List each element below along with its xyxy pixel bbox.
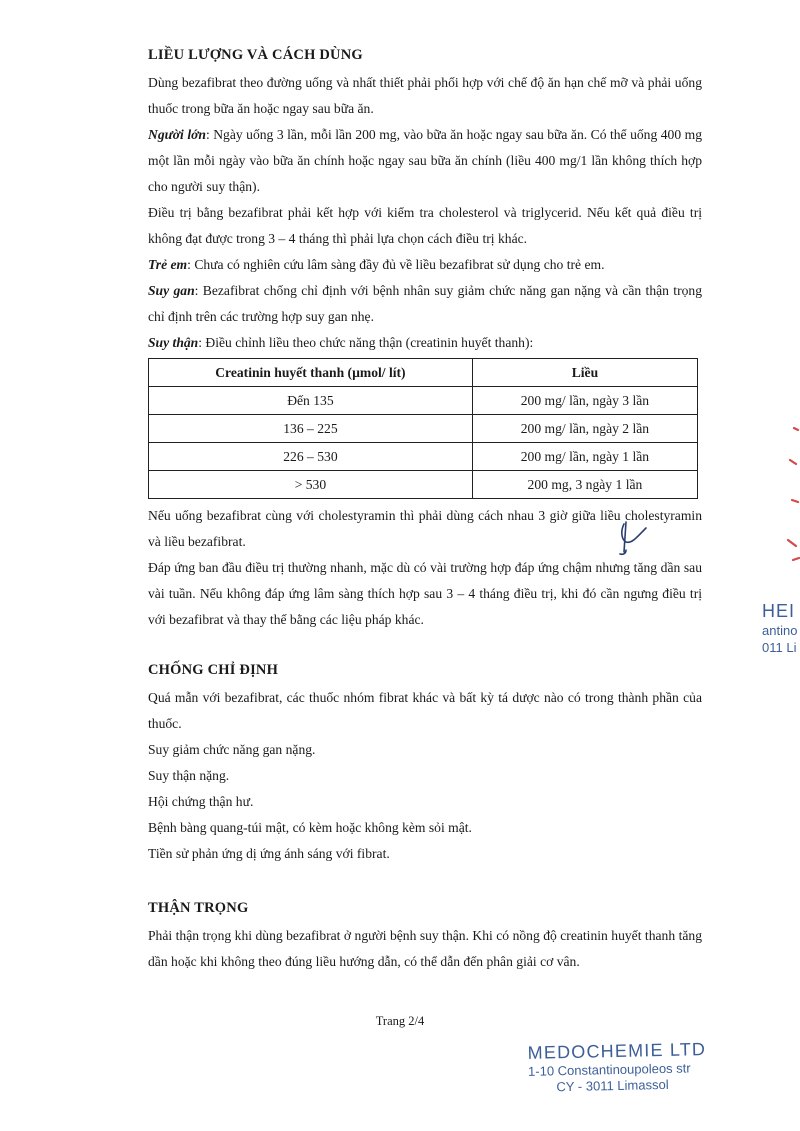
liver-text: : Bezafibrat chống chỉ định với bệnh nhân suy giảm chức năng gan nặng và cần thận trọng chỉ định trên các trường hợp suy gan nhẹ. — [148, 283, 702, 324]
liver-label: Suy gan — [148, 283, 195, 298]
table-cell-creatinine: 226 – 530 — [149, 443, 473, 471]
monitoring-paragraph: Điều trị bằng bezafibrat phải kết hợp với kiểm tra cholesterol và triglycerid. Nếu kết quả điều trị không đạt được trong 3 – 4 tháng thì phải lựa chọn cách điều trị khác. — [148, 205, 702, 246]
table-cell-creatinine: > 530 — [149, 471, 473, 499]
stamp-address-line2: CY - 3011 Limassol — [556, 1076, 669, 1095]
renal-dose-table — [148, 358, 698, 499]
edge-stamp — [762, 600, 797, 656]
contraindication-item: Tiền sử phản ứng dị ứng ánh sáng với fibrat. — [148, 846, 390, 861]
table-header-row — [149, 359, 698, 387]
liver-paragraph — [148, 278, 702, 330]
kidney-paragraph — [148, 330, 702, 356]
kidney-text: : Điều chỉnh liều theo chức năng thận (creatinin huyết thanh): — [198, 335, 534, 350]
contraindication-item: Suy thận nặng. — [148, 768, 230, 783]
stamp-address-line1: 1-10 Constantinoupoleos str — [527, 1060, 691, 1079]
section-title-contraindications: CHỐNG CHỈ ĐỊNH — [148, 662, 279, 678]
contraindication-item: Suy giảm chức năng gan nặng. — [148, 742, 316, 757]
dosage-intro: Dùng bezafibrat theo đường uống và nhất thiết phải phối hợp với chế độ ăn hạn chế mỡ và phải uống thuốc trong bữa ăn hoặc ngay sau bữa ăn. — [148, 75, 702, 116]
response-paragraph: Đáp ứng ban đầu điều trị thường nhanh, mặc dù có vài trường hợp đáp ứng chậm nhưng tăng dần sau vài tuần. Nếu không đáp ứng lâm sàng thích hợp sau 3 – 4 tháng điều trị, khi đó cần ngưng điều trị với bezafibrat và thay thế bằng các liệu pháp khác. — [148, 560, 702, 627]
stamp-company: MEDOCHEMIE LTD — [527, 1039, 707, 1063]
precautions-paragraph: Phải thận trọng khi dùng bezafibrat ở người bệnh suy thận. Khi có nồng độ creatinin huyết thanh tăng dần hoặc khi không theo đúng liều hướng dẫn, có thể dẫn đến phân giải cơ vân. — [148, 928, 702, 969]
children-text: : Chưa có nghiên cứu lâm sàng đầy đủ về liều bezafibrat sử dụng cho trẻ em. — [187, 257, 605, 272]
red-stamp-fragment — [784, 420, 800, 570]
table-cell-dose: 200 mg, 3 ngày 1 lần — [472, 471, 697, 499]
edge-stamp-line: antino — [762, 623, 798, 638]
contraindication-item: Hội chứng thận hư. — [148, 794, 254, 809]
table-row — [149, 443, 698, 471]
edge-stamp-line: 011 Li — [762, 640, 797, 655]
table-header-creatinine: Creatinin huyết thanh (µmol/ lít) — [149, 359, 473, 387]
section-title-precautions: THẬN TRỌNG — [148, 900, 249, 916]
children-paragraph — [148, 252, 702, 278]
company-stamp — [527, 1038, 707, 1096]
table-header-dose: Liều — [472, 359, 697, 387]
table-row — [149, 415, 698, 443]
table-cell-dose: 200 mg/ lần, ngày 1 lần — [472, 443, 697, 471]
page-number: Trang 2/4 — [375, 1014, 425, 1028]
section-spacer — [148, 867, 702, 893]
table-cell-dose: 200 mg/ lần, ngày 3 lần — [472, 387, 697, 415]
adults-label: Người lớn — [148, 127, 206, 142]
contraindication-item: Bệnh bàng quang-túi mật, có kèm hoặc không kèm sỏi mật. — [148, 820, 472, 835]
section-spacer — [148, 633, 702, 655]
page-content — [148, 40, 702, 975]
table-cell-creatinine: 136 – 225 — [149, 415, 473, 443]
table-row — [149, 387, 698, 415]
adults-paragraph — [148, 122, 702, 200]
edge-stamp-line: HEI — [762, 601, 796, 621]
signature-mark — [612, 518, 652, 558]
table-cell-dose: 200 mg/ lần, ngày 2 lần — [472, 415, 697, 443]
adults-text: : Ngày uống 3 lần, mỗi lần 200 mg, vào bữa ăn hoặc ngay sau bữa ăn. Có thể uống 400 mg một lần mỗi ngày vào bữa ăn chính hoặc ngay sau bữa ăn chính (liều 400 mg/1 lần không thích hợp cho người suy thận). — [148, 127, 702, 194]
children-label: Trẻ em — [148, 257, 188, 272]
table-row — [149, 471, 698, 499]
kidney-label: Suy thận — [148, 335, 199, 350]
cholestyramine-paragraph: Nếu uống bezafibrat cùng với cholestyramin thì phải dùng cách nhau 3 giờ giữa liều cholestyramin và liều bezafibrat. — [148, 508, 702, 549]
contraindication-item: Quá mẫn với bezafibrat, các thuốc nhóm fibrat khác và bất kỳ tá dược nào có trong thành phần của thuốc. — [148, 690, 702, 731]
table-cell-creatinine: Đến 135 — [149, 387, 473, 415]
section-title-dosage: LIỀU LƯỢNG VÀ CÁCH DÙNG — [148, 47, 363, 63]
